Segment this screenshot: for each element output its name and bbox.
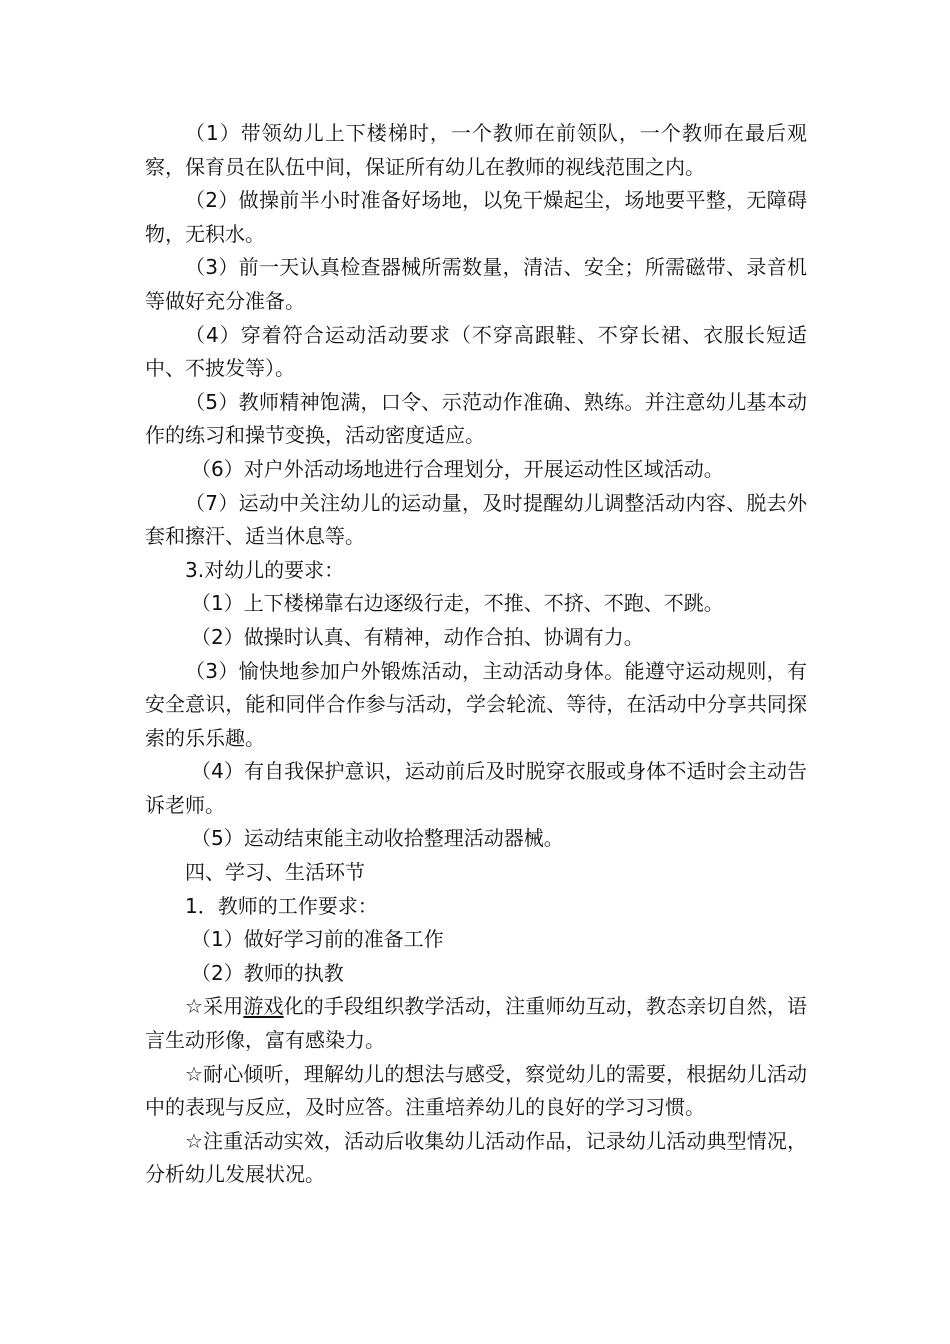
- paragraph-teacher-teaching: （2）教师的执教: [191, 960, 344, 985]
- paragraph-child-cleanup: （5）运动结束能主动收拾整理活动器械。: [191, 826, 564, 851]
- paragraph-exercise-load: （7）运动中关注幼儿的运动量，及时提醒幼儿调整活动内容、脱去外套和擦汗、适当休息等。: [145, 490, 807, 549]
- paragraph-child-self-protection: （4）有自我保护意识，运动前后及时脱穿衣服或身体不适时会主动告诉老师。: [145, 759, 807, 817]
- paragraph-teacher-spirit: （5）教师精神饱满，口令、示范动作准确、熟练。并注意幼儿基本动作的练习和操节变换，活动密度适应。: [145, 389, 807, 448]
- paragraph-child-outdoor: （3）愉快地参加户外锻炼活动，主动活动身体。能遵守运动规则，有安全意识，能和同伴合作参与活动，学会轮流、等待，在活动中分享共同探索的乐乐趣。: [145, 658, 807, 750]
- section-heading-study-life: 四、学习、生活环节: [185, 860, 365, 885]
- paragraph-outdoor-zones: （6）对户外活动场地进行合理划分，开展运动性区域活动。: [191, 456, 724, 481]
- paragraph-star-game-teaching: [145, 990, 807, 1057]
- subheading-teacher-requirements: 1．教师的工作要求：: [185, 893, 378, 918]
- star-para-1-underlined: 游戏: [243, 994, 284, 1019]
- section-heading-child-requirements: 3.对幼儿的要求：: [185, 557, 345, 582]
- paragraph-teacher-stairs: （1）带领幼儿上下楼梯时，一个教师在前领队，一个教师在最后观察，保育员在队伍中间，保证所有幼儿在教师的视线范围之内。: [145, 121, 807, 179]
- paragraph-star-listening: ☆耐心倾听，理解幼儿的想法与感受，察觉幼儿的需要，根据幼儿活动中的表现与反应，及时应答。注重培养幼儿的良好的学习习惯。: [145, 1061, 807, 1120]
- paragraph-study-preparation: （1）做好学习前的准备工作: [191, 927, 444, 952]
- document-page: [145, 117, 807, 1192]
- paragraph-child-stairs: （1）上下楼梯靠右边逐级行走，不推、不挤、不跑、不跳。: [191, 591, 724, 616]
- paragraph-check-equipment: （3）前一天认真检查器械所需数量，清洁、安全；所需磁带、录音机等做好充分准备。: [145, 255, 807, 313]
- star-para-1-after: 化的手段组织教学活动，注重师幼互动，教态亲切自然，语言生动形像，富有感染力。: [145, 994, 808, 1053]
- paragraph-star-effectiveness: ☆注重活动实效，活动后收集幼儿活动作品，记录幼儿活动典型情况，分析幼儿发展状况。: [145, 1128, 807, 1187]
- paragraph-prepare-field: （2）做操前半小时准备好场地，以免干燥起尘，场地要平整，无障碍物，无积水。: [145, 188, 807, 246]
- paragraph-dress-code: （4）穿着符合运动活动要求（不穿高跟鞋、不穿长裙、衣服长短适中、不披发等）。: [145, 322, 807, 381]
- star-para-1-before: ☆采用: [185, 994, 244, 1019]
- paragraph-child-exercise: （2）做操时认真、有精神，动作合拍、协调有力。: [191, 624, 644, 649]
